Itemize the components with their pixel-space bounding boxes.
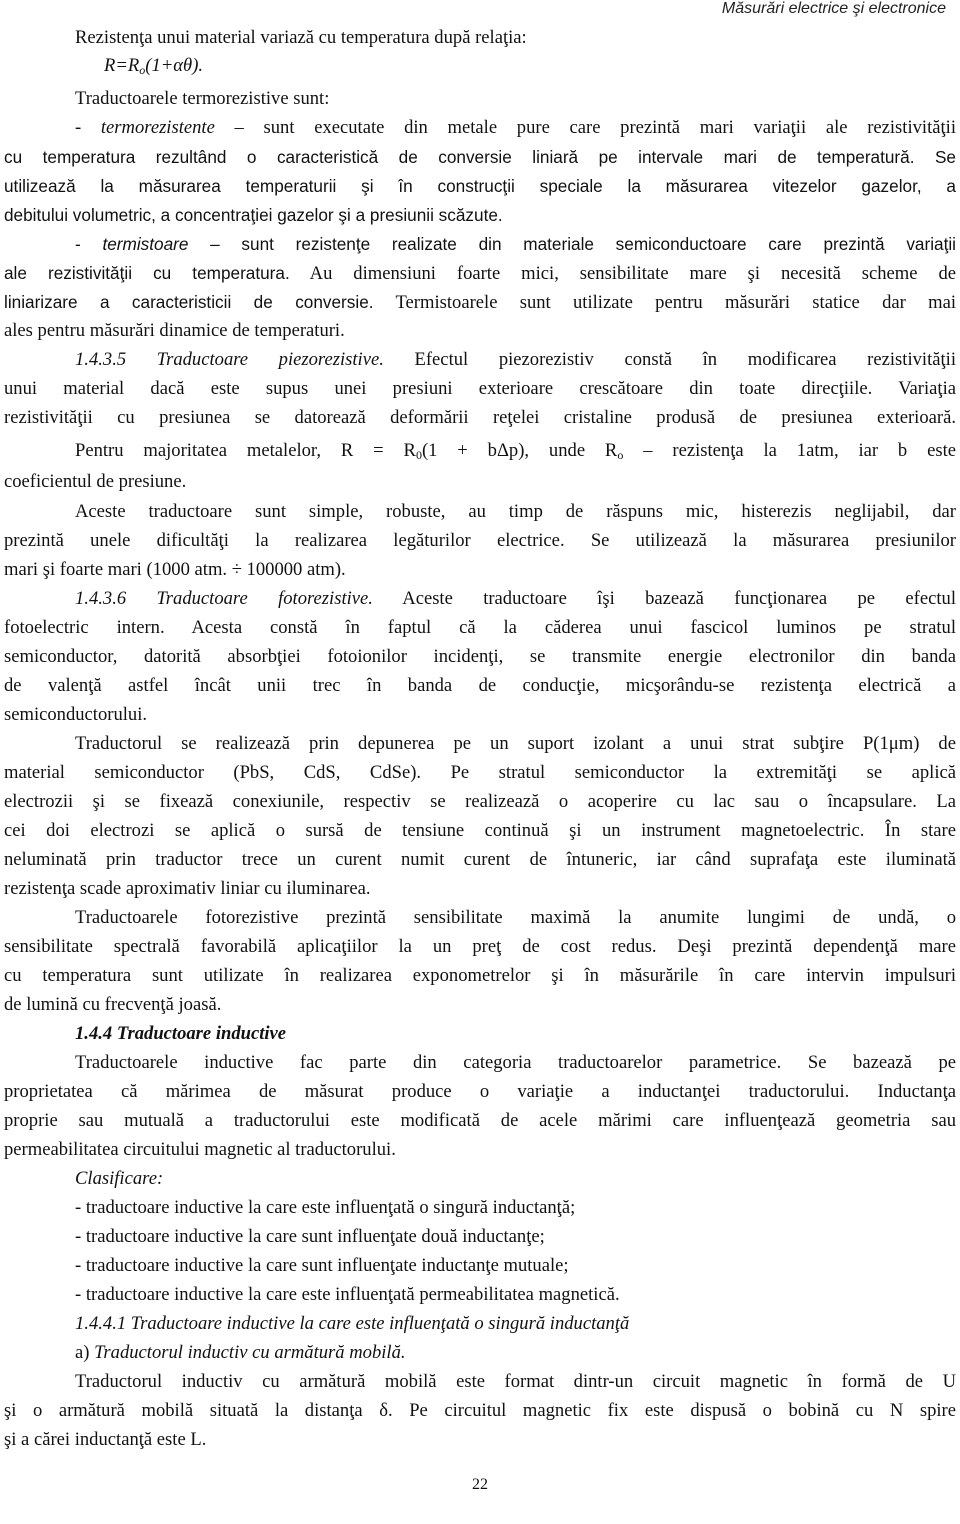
paragraph-line: şi a cărei inductanţă este L.	[4, 1429, 207, 1450]
paragraph-line: Traductoarele fotorezistive prezintă sensibilitate maximă la anumite lungimi de undă, o	[75, 907, 956, 928]
paragraph-line: sensibilitate spectrală favorabilă aplicaţiilor la un preţ de cost redus. Deşi prezintă dependenţă mare	[4, 936, 956, 957]
list-item-termistoare: - termistoare – sunt rezistenţe realizate din materiale semiconductoare care prezintă variaţii	[75, 234, 956, 254]
paragraph-line: Traductoarele termorezistive sunt:	[75, 88, 330, 109]
paragraph-line: Traductorul inductiv cu armătură mobilă este format dintr-un circuit magnetic în formă de U	[75, 1371, 956, 1392]
paragraph-line: de valenţă astfel încât unii trec în banda de conducţie, micşorându-se rezistenţa electrică a	[4, 675, 956, 696]
paragraph-line: liniarizare a caracteristicii de conversie. Termistoarele sunt utilizate pentru măsurări statice dar mai	[4, 292, 956, 313]
paragraph-line: rezistenţa scade aproximativ liniar cu iluminarea.	[4, 878, 371, 899]
paragraph-line: semiconductorului.	[4, 704, 148, 725]
list-item-termorezistente: - termorezistente – sunt executate din metale pure care prezintă mari variaţii ale rezistivităţii	[75, 117, 957, 138]
paragraph-line: prezintă unele dificultăţi la realizarea legăturilor electrice. Se utilizează la măsurarea presiunilor	[4, 530, 957, 551]
paragraph-line: debitului volumetric, a concentraţiei gazelor şi a presiunii scăzute.	[4, 205, 503, 225]
paragraph-line: ale rezistivităţii cu temperatura. Au dimensiuni foarte mici, sensibilitate mare şi necesită scheme de	[4, 263, 956, 284]
paragraph-line: mari şi foarte mari (1000 atm. ÷ 100000 atm).	[4, 559, 346, 580]
subsection-heading: 1.4.4.1 Traductoare inductive la care este influenţată o singură inductanţă	[75, 1313, 630, 1334]
paragraph-line: cu temperatura sunt utilizate în realizarea exponometrelor şi în măsurările în care intervin impulsuri	[4, 965, 956, 986]
formula-pressure-line: Pentru majoritatea metalelor, $R = R_0(1 + b\Delta p)$, unde $R_o$ – rezistenţa la 1atm, iar b este	[75, 440, 957, 462]
paragraph-line: utilizează la măsurarea temperaturii şi în construcţii speciale la măsurarea vitezelor gazelor, a	[4, 176, 956, 196]
paragraph-line: neluminată prin traductor trece un curent numit curent de întuneric, iar când suprafaţa este iluminată	[4, 849, 956, 870]
list-item: - traductoare inductive la care sunt influenţate inductanţe mutuale;	[75, 1255, 569, 1276]
paragraph-line: proprietatea că mărimea de măsurat produce o variaţie a inductanţei traductorului. Inductanţa	[4, 1081, 956, 1102]
section-heading-inductive: 1.4.4 Traductoare inductive	[75, 1023, 287, 1044]
paragraph-line: şi o armătură mobilă situată la distanţa δ. Pe circuitul magnetic fix este dispusă o bobină cu N spire	[4, 1400, 956, 1421]
paragraph-line: coeficientul de presiune.	[4, 471, 187, 492]
paragraph-line: de lumină cu frecvenţă joasă.	[4, 994, 222, 1015]
paragraph-line: rezistivităţii cu presiunea se datorează deformării reţelei cristaline produsă de presiunea exterioară.	[4, 407, 956, 428]
formula-pressure: $R = R_0(1 + b\Delta p)$,	[340, 440, 530, 462]
paragraph-line: cei doi electrozi se aplică o sursă de tensiune continuă şi un instrument magnetoelectric. În stare	[4, 820, 956, 841]
classification-label: Clasificare:	[75, 1168, 164, 1189]
list-item: - traductoare inductive la care este influenţată permeabilitatea magnetică.	[75, 1284, 620, 1305]
paragraph-line: Aceste traductoare sunt simple, robuste, au timp de răspuns mic, histerezis neglijabil, dar	[75, 501, 956, 522]
section-fotorezistive: 1.4.3.6 Traductoare fotorezistive. Aceste traductoare îşi bazează funcţionarea pe efectul	[75, 588, 956, 609]
paragraph-line: fotoelectric intern. Acesta constă în faptul că la căderea unui fascicol luminos pe stratul	[4, 617, 956, 638]
paragraph-line: unui material dacă este supus unei presiuni exterioare crescătoare din toate direcţiile. Variaţia	[4, 378, 957, 399]
subsection-item: a) Traductorul inductiv cu armătură mobilă.	[75, 1342, 406, 1363]
list-item: - traductoare inductive la care este influenţată o singură inductanţă;	[75, 1197, 576, 1218]
paragraph-line: ales pentru măsurări dinamice de temperaturi.	[4, 320, 345, 341]
paragraph-line: material semiconductor (PbS, CdS, CdSe). Pe stratul semiconductor la extremităţi se aplică	[4, 762, 956, 783]
paragraph-line: Traductoarele inductive fac parte din categoria traductoarelor parametrice. Se bazează pe	[75, 1052, 956, 1073]
page-number: 22	[472, 1476, 488, 1493]
running-header: Măsurări electrice şi electronice	[721, 0, 946, 17]
paragraph-line: Rezistenţa unui material variază cu temperatura după relaţia:	[75, 27, 527, 48]
list-item: - traductoare inductive la care sunt influenţate două inductanţe;	[75, 1226, 545, 1247]
paragraph-line: cu temperatura rezultând o caracteristică de conversie liniară pe intervale mari de temperatură. Se	[4, 147, 956, 167]
paragraph-line: permeabilitatea circuitului magnetic al traductorului.	[4, 1139, 396, 1160]
paragraph-line: proprie sau mutuală a traductorului este modificată de acele mărimi care influenţează geometria sau	[4, 1110, 956, 1131]
formula-resistance-temperature: $R=R_o(1+\alpha\theta)$.	[104, 55, 204, 77]
paragraph-line: Traductorul se realizează prin depunerea pe un suport izolant a unui strat subţire P(1μm) de	[75, 733, 956, 754]
paragraph-line: electrozii şi se fixează conexiunile, respectiv se realizează o acoperire cu lac sau o încapsulare. La	[4, 791, 956, 812]
paragraph-line: semiconductor, datorită absorbţiei fotoionilor incidenţi, se transmite energie electronilor din banda	[4, 646, 956, 667]
section-piezorezistive: 1.4.3.5 Traductoare piezorezistive. Efectul piezorezistiv constă în modificarea rezistivităţii	[75, 349, 956, 370]
